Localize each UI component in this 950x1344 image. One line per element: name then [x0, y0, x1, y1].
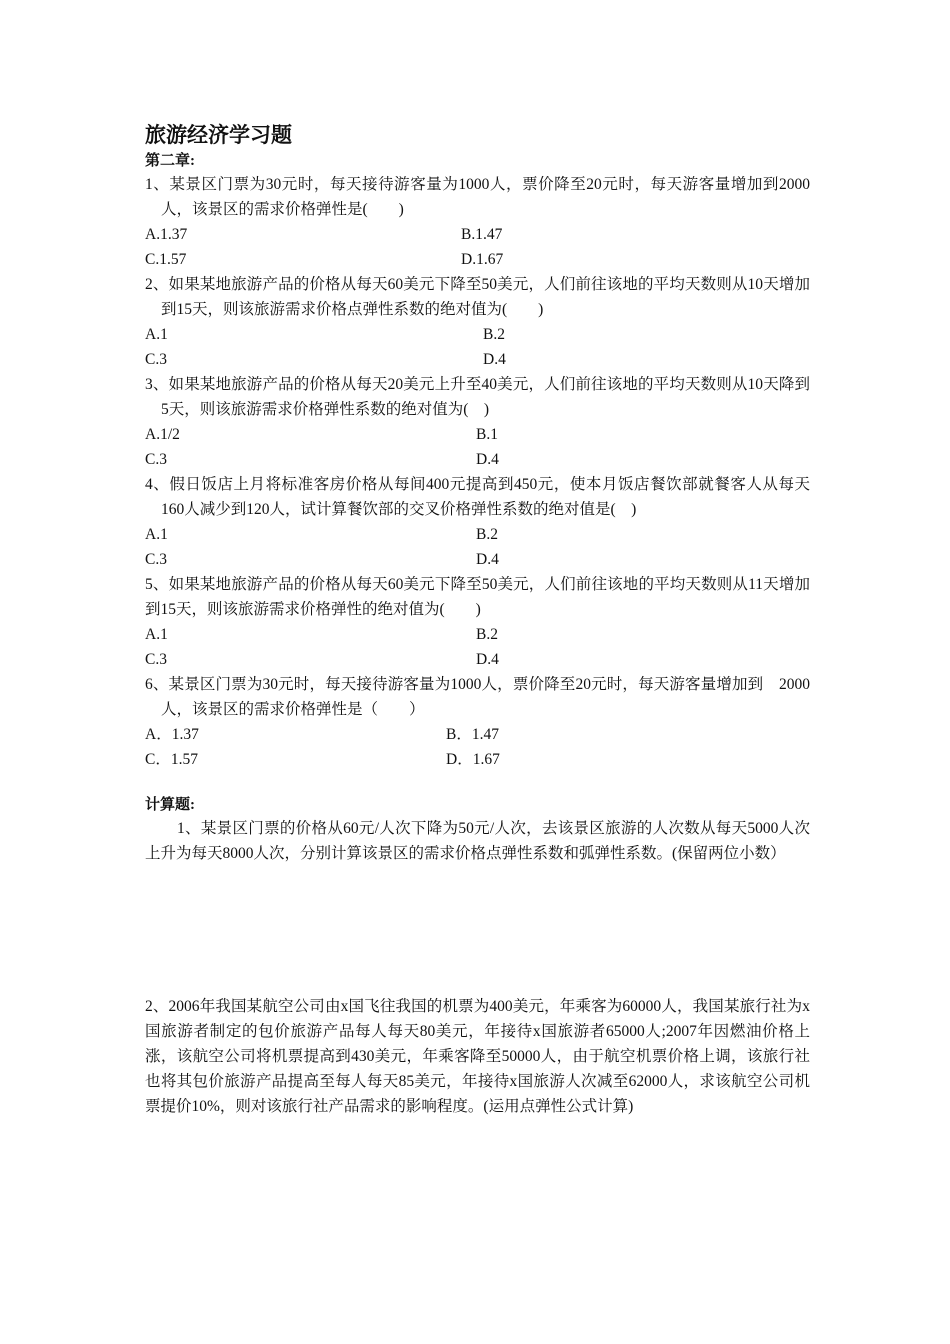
- option-a: A.1: [145, 326, 168, 343]
- options-row: [145, 322, 810, 347]
- option-d: D.4: [483, 351, 506, 368]
- options-row: [145, 347, 810, 372]
- option-b: B.1.47: [461, 226, 503, 243]
- chapter-heading: 第二章:: [145, 153, 195, 169]
- calc-question-2: 2、2006年我国某航空公司由x国飞往我国的机票为400美元，年乘客为60000人，我国某旅行社为x国旅游者制定的包价旅游产品每人每天80美元，年接待x国旅游者65000人;2007年因燃油价格上涨，该航空公司将机票提高到430美元，年乘客降至50000人，由于航空机票价格上调，该旅行社也将其包价旅游产品提高至每人每天85美元，年接待x国旅游人次减至62000人，求该航空公司机票提价10%，则对该旅行社产品需求的影响程度。(运用点弹性公式计算): [145, 998, 810, 1115]
- calc-question-1: 1、某景区门票的价格从60元/人次下降为50元/人次，去该景区旅游的人次数从每天5000人次上升为每天8000人次，分别计算该景区的需求价格点弹性系数和弧弹性系数。(保留两位小数）: [145, 820, 810, 862]
- options-row: [145, 222, 810, 247]
- option-d: D.4: [476, 551, 499, 568]
- option-d: D.4: [476, 451, 499, 468]
- option-b: B.2: [476, 626, 498, 643]
- options-row: [145, 522, 810, 547]
- question-3: 3、如果某地旅游产品的价格从每天20美元上升至40美元，人们前往该地的平均天数则从10天降到5天，则该旅游需求价格弹性系数的绝对值为( ): [145, 376, 810, 418]
- option-a: A.1.37: [145, 226, 188, 243]
- option-c: C.3: [145, 551, 167, 568]
- option-b: B.2: [476, 526, 498, 543]
- option-a: A.1: [145, 626, 168, 643]
- option-c: C．1.57: [145, 751, 198, 768]
- calc-section-heading: 计算题:: [145, 797, 195, 813]
- option-a: A.1/2: [145, 426, 180, 443]
- option-c: C.3: [145, 451, 167, 468]
- option-d: D．1.67: [446, 751, 500, 768]
- option-b: B．1.47: [446, 726, 499, 743]
- option-d: D.4: [476, 651, 499, 668]
- option-d: D.1.67: [461, 251, 504, 268]
- question-4: 4、假日饭店上月将标准客房价格从每间400元提高到450元，使本月饭店餐饮部就餐客人从每天160人减少到120人，试计算餐饮部的交叉价格弹性系数的绝对值是( ): [145, 476, 810, 518]
- option-b: B.2: [483, 326, 505, 343]
- option-a: A．1.37: [145, 726, 199, 743]
- question-1: 1、某景区门票为30元时，每天接待游客量为1000人，票价降至20元时，每天游客量增加到2000人，该景区的需求价格弹性是( ): [145, 176, 810, 218]
- question-6: 6、某景区门票为30元时，每天接待游客量为1000人，票价降至20元时，每天游客量增加到 2000人，该景区的需求价格弹性是（ ）: [145, 676, 810, 718]
- answer-space: [145, 866, 810, 994]
- options-row: [145, 547, 810, 572]
- option-c: C.1.57: [145, 251, 187, 268]
- option-c: C.3: [145, 651, 167, 668]
- option-b: B.1: [476, 426, 498, 443]
- options-row: [145, 447, 810, 472]
- options-row: [145, 422, 810, 447]
- question-2: 2、如果某地旅游产品的价格从每天60美元下降至50美元，人们前往该地的平均天数则从10天增加到15天，则该旅游需求价格点弹性系数的绝对值为( ): [145, 276, 810, 318]
- option-c: C.3: [145, 351, 167, 368]
- options-row: [145, 747, 810, 772]
- question-5: 5、如果某地旅游产品的价格从每天60美元下降至50美元，人们前往该地的平均天数则从11天增加到15天，则该旅游需求价格弹性的绝对值为( ): [145, 576, 810, 618]
- options-row: [145, 622, 810, 647]
- option-a: A.1: [145, 526, 168, 543]
- document-page: [145, 120, 810, 1119]
- document-title: 旅游经济学习题: [145, 123, 292, 147]
- options-row: [145, 647, 810, 672]
- options-row: [145, 722, 810, 747]
- options-row: [145, 247, 810, 272]
